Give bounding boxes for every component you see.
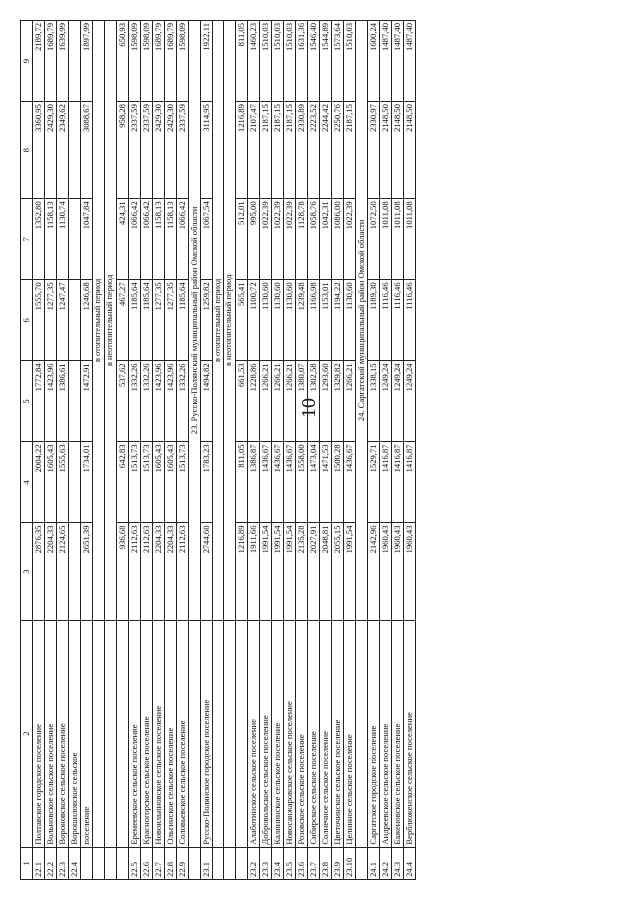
value-cell: 1067,54 [200,199,212,280]
table-row [296,21,308,880]
column-header: 7 [21,199,33,280]
value-cell: 1639,99 [57,21,69,102]
value-cell: 1555,70 [33,280,45,361]
value-cell: 1293,60 [320,361,332,442]
value-cell: 1011,08 [392,199,404,280]
row-number: 24.3 [392,847,404,879]
value-cell: 2148,50 [404,102,416,199]
period-label: в неотопительный период [224,21,236,621]
value-cell: 650,93 [116,21,128,102]
column-header: 9 [21,21,33,102]
settlement-name: Русско-Полянское городское поселение [200,620,212,847]
column-header: 3 [21,523,33,620]
row-number: 23.5 [284,847,296,879]
value-cell: 1558,00 [296,442,308,523]
value-cell: 2876,35 [33,523,45,620]
empty-cell [356,620,368,847]
settlement-name: Полтавское городское поселение [33,620,45,847]
value-cell: 1513,73 [176,442,188,523]
value-cell: 958,28 [116,102,128,199]
value-cell: 1130,74 [57,199,69,280]
value-cell: 2204,33 [152,523,164,620]
value-cell: 1991,54 [260,523,272,620]
value-cell: 2337,59 [176,102,188,199]
value-cell [69,280,81,361]
value-cell: 642,83 [116,442,128,523]
period-row [104,21,116,880]
value-cell: 2429,30 [152,102,164,199]
value-cell: 995,00 [248,199,260,280]
row-number: 23.8 [320,847,332,879]
header-row [21,21,33,880]
value-cell: 1473,04 [308,442,320,523]
empty-cell [212,847,224,879]
value-cell: 1546,40 [308,21,320,102]
row-number [81,847,93,879]
value-cell: 1022,39 [260,199,272,280]
table-row [140,21,152,880]
empty-cell [93,620,105,847]
value-cell: 1302,58 [308,361,320,442]
value-cell: 1086,00 [332,199,344,280]
settlement-name [116,620,128,847]
settlement-name: Ворошиловское сельское [69,620,81,847]
value-cell: 1960,43 [380,523,392,620]
settlement-name: Добровольское сельское поселение [260,620,272,847]
row-number: 22.2 [45,847,57,879]
value-cell: 1472,91 [81,361,93,442]
value-cell: 2107,47 [248,102,260,199]
value-cell: 1194,22 [332,280,344,361]
value-cell: 1266,21 [344,361,356,442]
value-cell: 1249,24 [404,361,416,442]
value-cell: 1116,46 [392,280,404,361]
value-cell: 1783,23 [200,442,212,523]
value-cell: 2250,76 [332,102,344,199]
value-cell: 1158,13 [45,199,57,280]
value-cell: 1500,28 [332,442,344,523]
value-cell: 2651,39 [81,523,93,620]
settlement-name: Соловьевское сельское поселение [176,620,188,847]
value-cell: 1922,11 [200,21,212,102]
settlement-name: Красногорское сельское поселение [140,620,152,847]
value-cell: 2148,50 [380,102,392,199]
period-label: в неотопительный период [104,21,116,621]
value-cell: 537,62 [116,361,128,442]
value-cell: 565,41 [236,280,248,361]
value-cell: 1436,67 [260,442,272,523]
value-cell: 1960,43 [392,523,404,620]
value-cell: 1266,21 [272,361,284,442]
value-cell: 1022,39 [284,199,296,280]
value-cell: 2112,63 [176,523,188,620]
value-cell: 1386,87 [248,442,260,523]
value-cell: 1277,35 [152,280,164,361]
value-cell: 1605,43 [152,442,164,523]
settlement-name: Алаботинское сельское поселение [248,620,260,847]
table-row [320,21,332,880]
section-title: 24. Саргатский муниципальный район Омской области [356,21,368,621]
settlement-name: Вольновское сельское поселение [45,620,57,847]
settlement-name: Саргатское городское поселение [368,620,380,847]
column-header: 5 [21,361,33,442]
value-cell: 936,68 [116,523,128,620]
period-label: в отопительный период [212,21,224,621]
value-cell: 2112,63 [140,523,152,620]
value-cell: 1436,67 [272,442,284,523]
value-cell: 1352,80 [33,199,45,280]
empty-cell [188,847,200,879]
value-cell: 1991,54 [344,523,356,620]
value-cell: 1380,07 [296,361,308,442]
table-row [380,21,392,880]
value-cell: 1066,42 [176,199,188,280]
table-row [344,21,356,880]
value-cell: 424,31 [116,199,128,280]
table-row [33,21,45,880]
period-label: в отопительный период [93,21,105,621]
table-row [152,21,164,880]
settlement-name: Целинное сельское поселение [344,620,356,847]
value-cell: 2330,97 [368,102,380,199]
row-number [236,847,248,879]
value-cell: 1494,82 [200,361,212,442]
value-cell: 1338,15 [368,361,380,442]
row-number: 23.7 [308,847,320,879]
settlement-name: Новосанжаровское сельское поселение [284,620,296,847]
value-cell: 3114,95 [200,102,212,199]
row-number: 24.4 [404,847,416,879]
value-cell: 2744,60 [200,523,212,620]
value-cell: 1416,87 [392,442,404,523]
row-number: 22.6 [140,847,152,879]
row-number: 23.10 [344,847,356,879]
value-cell: 1471,53 [320,442,332,523]
table-row [176,21,188,880]
row-number: 23.6 [296,847,308,879]
empty-cell [224,847,236,879]
value-cell: 1066,42 [140,199,152,280]
table-row [332,21,344,880]
value-cell: 1897,99 [81,21,93,102]
value-cell: 1166,98 [308,280,320,361]
value-cell: 2055,15 [332,523,344,620]
table-row [260,21,272,880]
settlement-name [236,620,248,847]
value-cell: 661,53 [236,361,248,442]
value-cell: 1246,68 [81,280,93,361]
value-cell: 2429,30 [45,102,57,199]
section-title: 23. Русско-Полянский муниципальный район Омской области [188,21,200,621]
value-cell: 1228,86 [248,361,260,442]
value-cell: 3088,67 [81,102,93,199]
value-cell: 1100,72 [248,280,260,361]
value-cell: 1239,48 [296,280,308,361]
value-cell: 1216,89 [236,102,248,199]
value-cell: 1510,03 [260,21,272,102]
value-cell: 1991,54 [284,523,296,620]
table-row [236,21,248,880]
value-cell: 1416,87 [404,442,416,523]
rotated-page-content [20,20,620,880]
value-cell: 1573,64 [332,21,344,102]
table-row [368,21,380,880]
empty-cell [356,847,368,879]
row-number: 22.7 [152,847,164,879]
value-cell: 2204,33 [164,523,176,620]
settlement-name: Сибирское сельское поселение [308,620,320,847]
row-number: 22.3 [57,847,69,879]
table-row [69,21,81,880]
empty-cell [104,620,116,847]
value-cell: 2148,50 [392,102,404,199]
column-header: 1 [21,847,33,879]
settlement-name: Вороновское сельское поселение [57,620,69,847]
value-cell: 1423,96 [164,361,176,442]
value-cell: 1116,46 [404,280,416,361]
value-cell: 811,05 [236,21,248,102]
value-cell: 3360,95 [33,102,45,199]
empty-cell [104,847,116,879]
settlement-name: Верблюженское сельское поселение [404,620,416,847]
value-cell: 811,05 [236,442,248,523]
value-cell: 2429,30 [164,102,176,199]
value-cell [69,199,81,280]
table-row [404,21,416,880]
value-cell: 1266,21 [260,361,272,442]
period-row [224,21,236,880]
value-cell: 1510,03 [284,21,296,102]
table-row [164,21,176,880]
table-row [116,21,128,880]
value-cell: 1911,66 [248,523,260,620]
value-cell: 2330,89 [296,102,308,199]
value-cell: 1772,84 [33,361,45,442]
value-cell: 2189,72 [33,21,45,102]
value-cell: 1332,26 [176,361,188,442]
value-cell [69,361,81,442]
value-cell: 512,01 [236,199,248,280]
value-cell: 1598,09 [128,21,140,102]
value-cell: 1689,79 [164,21,176,102]
value-cell: 1042,31 [320,199,332,280]
value-cell: 1130,60 [260,280,272,361]
value-cell: 2187,15 [272,102,284,199]
row-number: 23.2 [248,847,260,879]
value-cell: 2187,15 [284,102,296,199]
table-row [81,21,93,880]
table-row [45,21,57,880]
table-row [248,21,260,880]
column-header: 2 [21,620,33,847]
settlement-name: Розовское сельское поселение [296,620,308,847]
value-cell: 1128,78 [296,199,308,280]
value-cell: 1544,89 [320,21,332,102]
value-cell: 1529,71 [368,442,380,523]
period-row [93,21,105,880]
row-number: 24.1 [368,847,380,879]
value-cell: 1185,64 [176,280,188,361]
settlement-name: Ольгинское сельское поселение [164,620,176,847]
value-cell: 2124,65 [57,523,69,620]
value-cell: 1555,63 [57,442,69,523]
value-cell: 467,27 [116,280,128,361]
value-cell: 1011,08 [404,199,416,280]
value-cell: 1185,64 [128,280,140,361]
row-number: 22.9 [176,847,188,879]
value-cell: 1436,67 [284,442,296,523]
value-cell: 1259,82 [200,280,212,361]
row-number: 22.8 [164,847,176,879]
value-cell: 1510,03 [272,21,284,102]
table-row [284,21,296,880]
value-cell: 2187,15 [260,102,272,199]
value-cell: 1022,39 [344,199,356,280]
table-row [200,21,212,880]
value-cell: 2142,96 [368,523,380,620]
value-cell [69,442,81,523]
empty-cell [212,620,224,847]
row-number [116,847,128,879]
value-cell: 1416,87 [380,442,392,523]
value-cell: 1332,26 [128,361,140,442]
value-cell: 1600,24 [368,21,380,102]
value-cell: 1130,60 [344,280,356,361]
row-number: 22.4 [69,847,81,879]
value-cell: 2004,22 [33,442,45,523]
value-cell [69,523,81,620]
value-cell: 1158,13 [164,199,176,280]
value-cell: 1130,60 [284,280,296,361]
section-row [356,21,368,880]
value-cell [69,102,81,199]
row-number: 23.3 [260,847,272,879]
column-header: 8 [21,102,33,199]
value-cell: 1487,40 [380,21,392,102]
value-cell: 1011,08 [380,199,392,280]
value-cell: 1386,61 [57,361,69,442]
table-row [57,21,69,880]
value-cell: 2112,63 [128,523,140,620]
value-cell: 1329,82 [332,361,344,442]
value-cell: 1460,23 [248,21,260,102]
value-cell: 1185,64 [140,280,152,361]
value-cell: 1249,24 [392,361,404,442]
settlement-name: поселение [81,620,93,847]
value-cell: 1513,73 [140,442,152,523]
page-number: 10 [298,398,320,418]
period-row [212,21,224,880]
value-cell: 1513,73 [128,442,140,523]
settlement-name: Цветочинское сельское поселение [332,620,344,847]
value-cell: 1216,89 [236,523,248,620]
value-cell: 2048,81 [320,523,332,620]
value-cell: 1991,54 [272,523,284,620]
value-cell: 2135,28 [296,523,308,620]
value-cell: 2349,62 [57,102,69,199]
table-row [128,21,140,880]
value-cell: 1189,30 [368,280,380,361]
table-body [21,21,416,880]
settlement-name: Новоильиновское сельское поселение [152,620,164,847]
row-number: 22.5 [128,847,140,879]
section-row [188,21,200,880]
value-cell: 2337,59 [128,102,140,199]
value-cell: 1734,01 [81,442,93,523]
value-cell: 2337,59 [140,102,152,199]
row-number: 23.1 [200,847,212,879]
value-cell: 1605,43 [164,442,176,523]
column-header: 4 [21,442,33,523]
value-cell: 2204,33 [45,523,57,620]
value-cell: 2244,42 [320,102,332,199]
value-cell: 1047,84 [81,199,93,280]
value-cell: 2027,91 [308,523,320,620]
value-cell: 2223,52 [308,102,320,199]
value-cell: 1072,50 [368,199,380,280]
value-cell: 1689,79 [45,21,57,102]
value-cell: 1960,43 [404,523,416,620]
value-cell: 1605,43 [45,442,57,523]
empty-cell [224,620,236,847]
settlement-name: Калининское сельское поселение [272,620,284,847]
value-cell [69,21,81,102]
value-cell: 1423,96 [45,361,57,442]
value-cell: 1130,60 [272,280,284,361]
value-cell: 1436,67 [344,442,356,523]
tariff-table [20,20,416,880]
row-number: 24.2 [380,847,392,879]
row-number: 23.9 [332,847,344,879]
value-cell: 1058,76 [308,199,320,280]
value-cell: 1116,46 [380,280,392,361]
value-cell: 2187,15 [344,102,356,199]
value-cell: 1689,79 [152,21,164,102]
table-row [392,21,404,880]
settlement-name: Еремеевское сельское поселение [128,620,140,847]
row-number: 23.4 [272,847,284,879]
settlement-name: Солнечное сельское поселение [320,620,332,847]
row-number: 22.1 [33,847,45,879]
value-cell: 1598,09 [176,21,188,102]
value-cell: 1631,36 [296,21,308,102]
value-cell: 1249,24 [380,361,392,442]
value-cell: 1510,03 [344,21,356,102]
value-cell: 1022,39 [272,199,284,280]
value-cell: 1487,40 [404,21,416,102]
column-header: 6 [21,280,33,361]
value-cell: 1066,42 [128,199,140,280]
value-cell: 1423,96 [152,361,164,442]
value-cell: 1277,35 [45,280,57,361]
value-cell: 1158,13 [152,199,164,280]
table-row [308,21,320,880]
empty-cell [93,847,105,879]
value-cell: 1266,21 [284,361,296,442]
value-cell: 1277,35 [164,280,176,361]
value-cell: 1153,01 [320,280,332,361]
value-cell: 1247,47 [57,280,69,361]
value-cell: 1332,26 [140,361,152,442]
table-row [272,21,284,880]
settlement-name: Баженовское сельское поселение [392,620,404,847]
empty-cell [188,620,200,847]
settlement-name: Андреевское сельское поселение [380,620,392,847]
value-cell: 1487,40 [392,21,404,102]
value-cell: 1598,09 [140,21,152,102]
